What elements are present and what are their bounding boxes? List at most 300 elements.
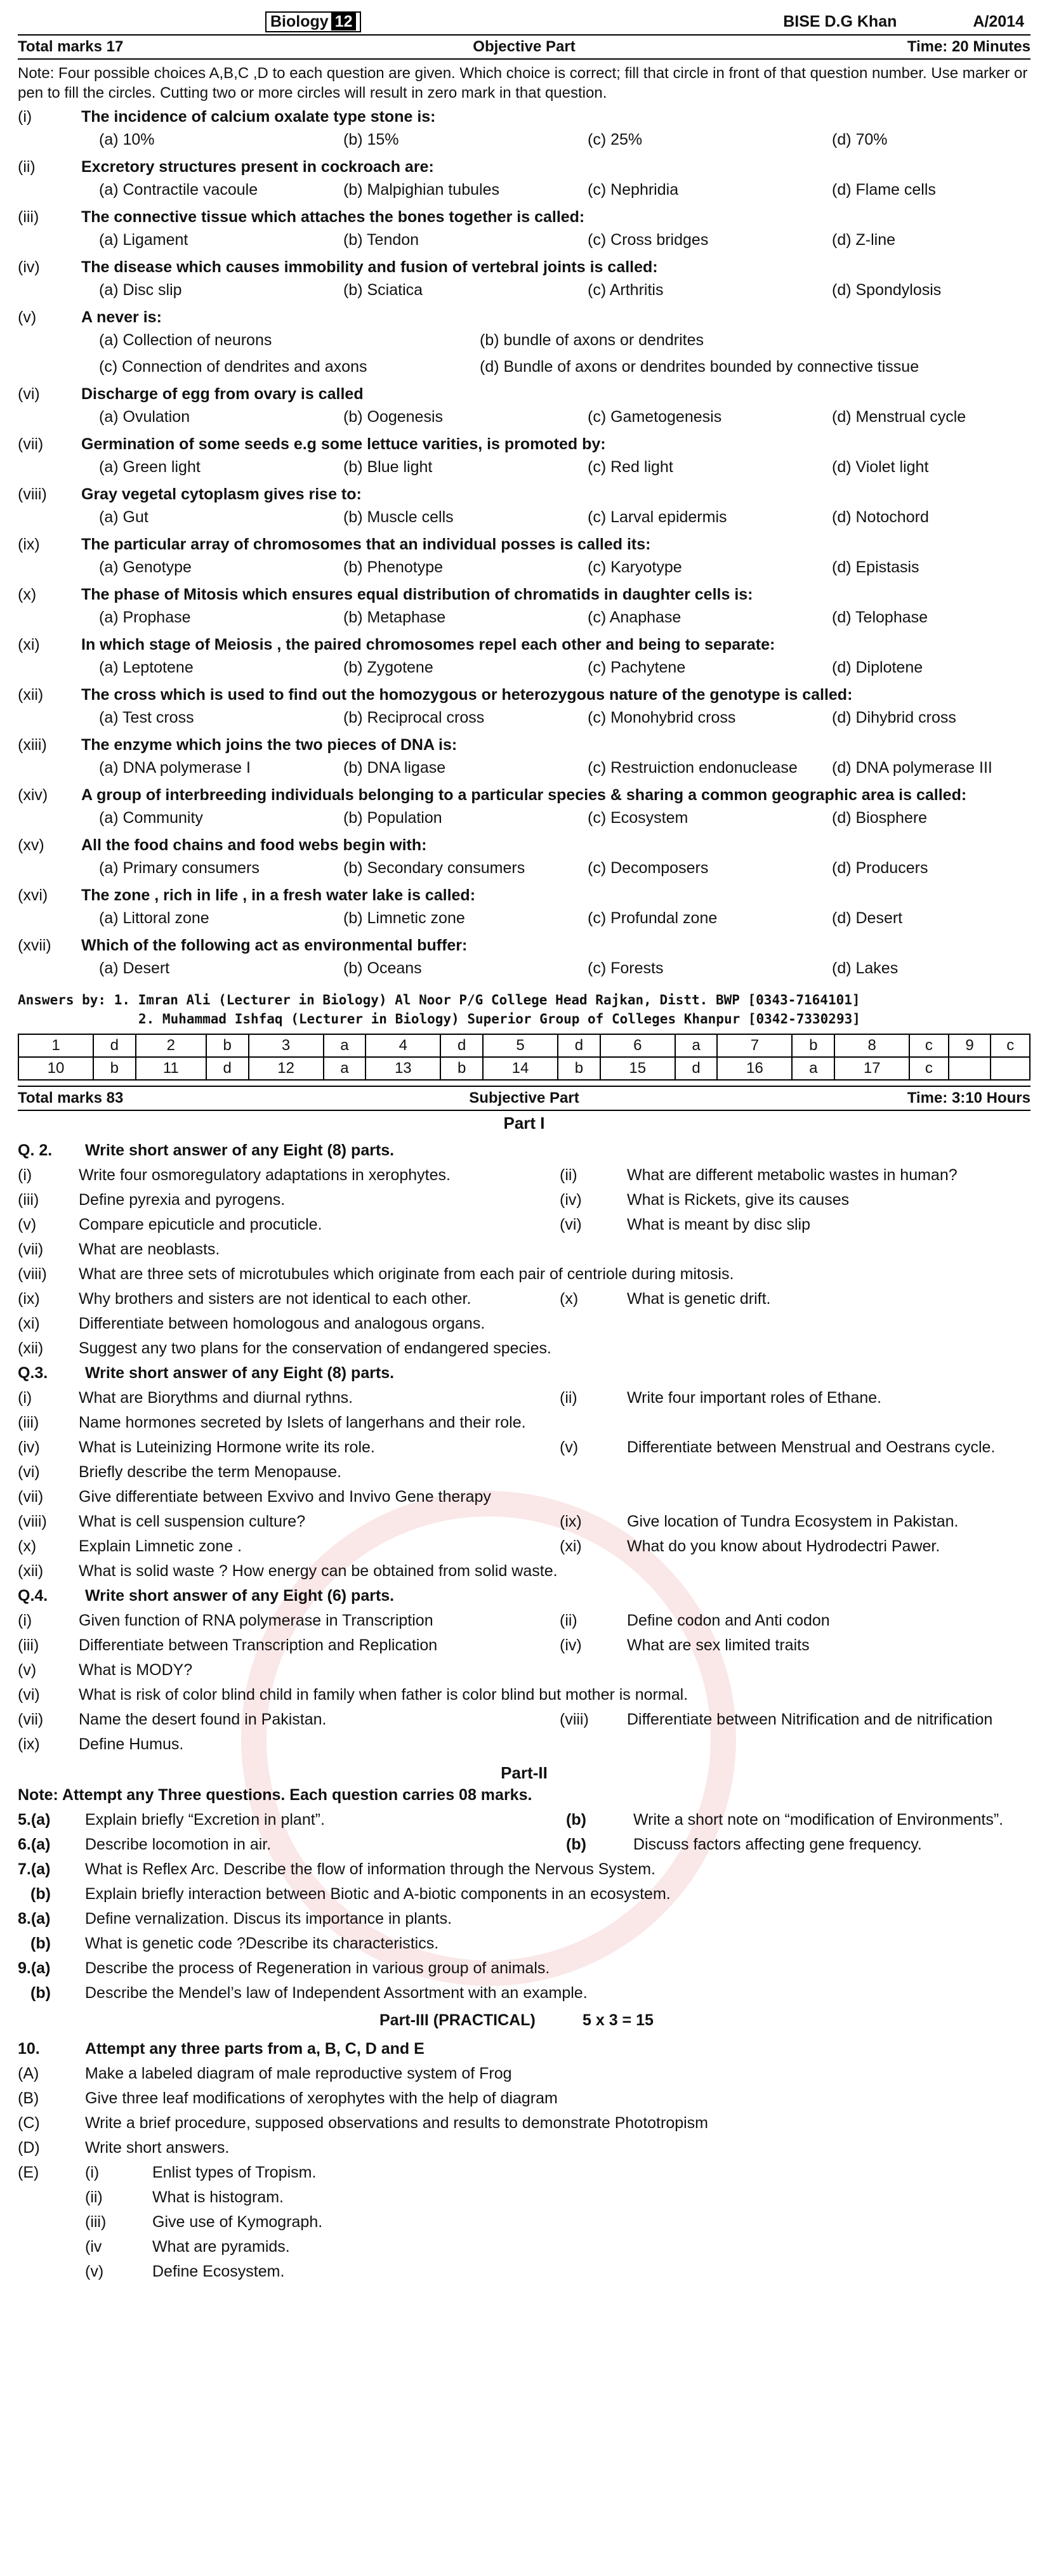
question-text: The connective tissue which attaches the bones together is called:: [81, 208, 585, 226]
part-text: Write short answers.: [85, 2139, 230, 2157]
part-number: (vii): [18, 1488, 44, 1506]
part-text: Describe locomotion in air.: [85, 1836, 272, 1853]
grid-cell: 12: [249, 1057, 324, 1080]
part-row: [18, 1435, 1031, 1460]
grid-cell: [949, 1057, 991, 1080]
part-text: Name hormones secreted by Islets of langerhans and their role.: [79, 1414, 526, 1431]
part-number: (vi): [560, 1216, 582, 1233]
question-text: Gray vegetal cytoplasm gives rise to:: [81, 485, 362, 503]
option: (b) DNA ligase: [343, 758, 446, 777]
part-number: (ix): [18, 1735, 40, 1753]
option: (d) Biosphere: [832, 808, 928, 827]
question-number: (x): [18, 586, 37, 603]
question-number: Q. 2.: [18, 1141, 53, 1159]
mcq-question: [18, 586, 1031, 604]
part-number: (iii): [85, 2213, 107, 2231]
question-text: The phase of Mitosis which ensures equal distribution of chromatids in daughter cells is:: [81, 586, 753, 603]
option: (d) Lakes: [832, 959, 899, 977]
option: (d) Menstrual cycle: [832, 407, 966, 426]
question-heading: [18, 1138, 1031, 1163]
option: (a) Ovulation: [99, 407, 190, 426]
part2-note: [18, 1783, 1031, 1808]
grid-cell: d: [93, 1034, 136, 1057]
part-text: Give use of Kymograph.: [152, 2213, 323, 2231]
part-text: Briefly describe the term Menopause.: [79, 1463, 342, 1481]
grid-cell: d: [558, 1034, 600, 1057]
part-row: [18, 1336, 1031, 1361]
grid-cell: 3: [249, 1034, 324, 1057]
option-row: [99, 604, 1031, 631]
grid-cell: d: [440, 1034, 483, 1057]
part-text: What are different metabolic wastes in human?: [627, 1166, 958, 1184]
part-number: (ii): [85, 2188, 103, 2206]
part3-e-row: [85, 2235, 1031, 2259]
part-text: Differentiate between homologous and analogous organs.: [79, 1315, 485, 1332]
question-title: Write short answer of any Eight (6) parts.: [85, 1587, 395, 1605]
grid-cell: 1: [18, 1034, 93, 1057]
grid-cell: 14: [483, 1057, 558, 1080]
part-letter: (C): [18, 2114, 40, 2132]
part-text: Differentiate between Transcription and Replication: [79, 1636, 438, 1654]
part2-row: [18, 1857, 1031, 1882]
question-number: (viii): [18, 485, 47, 503]
part-text: What is Reflex Arc. Describe the flow of information through the Nervous System.: [85, 1860, 655, 1878]
part-text: Define codon and Anti codon: [627, 1612, 830, 1629]
option-row: [99, 126, 1031, 153]
part-text: Discuss factors affecting gene frequency.: [633, 1836, 922, 1853]
part2-row: [18, 1832, 1031, 1857]
part-row: [18, 1386, 1031, 1410]
grid-row: [18, 1034, 1030, 1057]
part-number: (viii): [18, 1265, 47, 1283]
option: (b) bundle of axons or dendrites: [480, 331, 704, 349]
option: (a) 10%: [99, 130, 155, 148]
option: (c) Red light: [588, 457, 673, 476]
option: (a) Prophase: [99, 608, 191, 626]
grid-cell: 11: [136, 1057, 206, 1080]
part-text: Differentiate between Nitrification and de nitrification: [627, 1711, 993, 1728]
option: (d) Bundle of axons or dendrites bounded by connective tissue: [480, 357, 919, 376]
part-text: Compare epicuticle and procuticle.: [79, 1216, 322, 1233]
mcq-question: [18, 308, 1031, 327]
mcq-question: [18, 736, 1031, 754]
option: (b) Reciprocal cross: [343, 708, 485, 726]
part-text: Write a brief procedure, supposed observations and results to demonstrate Phototropism: [85, 2114, 709, 2132]
part2-row: [18, 1808, 1031, 1832]
grid-cell: c: [909, 1057, 948, 1080]
option-row: [99, 905, 1031, 931]
option: (c) Decomposers: [588, 858, 709, 877]
objective-total-marks: Total marks 17: [18, 38, 124, 55]
grid-row: [18, 1057, 1030, 1080]
mcq-question: [18, 435, 1031, 454]
option: (c) Ecosystem: [588, 808, 688, 827]
part-text: Write four osmoregulatory adaptations in xerophytes.: [79, 1166, 451, 1184]
part-number: (i): [18, 1389, 32, 1407]
question-text: The enzyme which joins the two pieces of DNA is:: [81, 736, 458, 754]
grid-cell: 10: [18, 1057, 93, 1080]
option: (b) Limnetic zone: [343, 909, 465, 927]
part-number: (iv): [560, 1636, 582, 1654]
question-text: The cross which is used to find out the homozygous or heterozygous nature of the genotype is called:: [81, 686, 853, 704]
objective-time: Time: 20 Minutes: [907, 38, 1031, 55]
option: (c) Profundal zone: [588, 909, 718, 927]
grid-cell: a: [324, 1034, 366, 1057]
option: (b) Secondary consumers: [343, 858, 525, 877]
option: (c) Anaphase: [588, 608, 682, 626]
grid-cell: 2: [136, 1034, 206, 1057]
subjective-title: Subjective Part: [469, 1089, 579, 1107]
part-number: (ii): [560, 1166, 577, 1184]
part-text: What is genetic code ?Describe its characteristics.: [85, 1935, 439, 1952]
question-number: (xvii): [18, 936, 51, 954]
part-number: (iii): [18, 1414, 39, 1431]
option: (c) Pachytene: [588, 658, 686, 676]
option: (d) Flame cells: [832, 180, 936, 199]
objective-note: Note: Four possible choices A,B,C ,D to each question are given. Which choice is correct; fill that circle in front of that question number. Use marker or pen to fill the circles. Cutting two or more circles will result in zero mark in that question.: [18, 65, 1028, 102]
part-number: 8.(a): [18, 1910, 51, 1928]
part2-note-text: Note: Attempt any Three questions. Each question carries 08 marks.: [18, 1786, 532, 1804]
part-number: (ix): [18, 1290, 40, 1308]
grid-cell: a: [675, 1034, 718, 1057]
part3-marks: 5 x 3 = 15: [583, 2011, 654, 2029]
part-text: Explain Limnetic zone .: [79, 1537, 242, 1555]
question-title: Write short answer of any Eight (8) parts.: [85, 1141, 395, 1159]
option: (c) 25%: [588, 130, 643, 148]
question-4: [18, 1584, 1031, 1757]
part-text: Write four important roles of Ethane.: [627, 1389, 882, 1407]
part3-e-row: [85, 2160, 1031, 2185]
grid-cell: b: [558, 1057, 600, 1080]
part3-row: [18, 2086, 1031, 2111]
question-number: (xvi): [18, 886, 48, 904]
part-text: What are pyramids.: [152, 2238, 290, 2256]
part-number: (i): [18, 1166, 32, 1184]
option: (d) Z-line: [832, 230, 896, 249]
option-row: [99, 227, 1031, 253]
option: (a) Leptotene: [99, 658, 194, 676]
part-text: What is cell suspension culture?: [79, 1513, 306, 1530]
question-text: A group of interbreeding individuals belonging to a particular species & sharing a common geographic area is called:: [81, 786, 967, 804]
part-text: Write a short note on “modification of Environments”.: [633, 1811, 1004, 1829]
option: (a) Green light: [99, 457, 201, 476]
part3-title: Part-III (PRACTICAL): [379, 2011, 536, 2029]
part-text: Define Humus.: [79, 1735, 184, 1753]
question-text: Excretory structures present in cockroach are:: [81, 158, 434, 176]
part-text: Give three leaf modifications of xerophytes with the help of diagram: [85, 2089, 558, 2107]
option: (d) Notochord: [832, 508, 929, 526]
question-heading: [18, 1584, 1031, 1608]
part-text: What is genetic drift.: [627, 1290, 771, 1308]
question-3: [18, 1361, 1031, 1584]
part-row: [18, 1732, 1031, 1757]
option: (a) Collection of neurons: [99, 331, 272, 349]
part-number: (x): [18, 1537, 37, 1555]
part2-row: [18, 1956, 1031, 1981]
subject-name: Biology: [270, 12, 329, 30]
part-number: (vi): [18, 1463, 40, 1481]
question-text: In which stage of Meiosis , the paired chromosomes repel each other and being to separate:: [81, 636, 775, 654]
part3-row: [18, 2061, 1031, 2086]
part-number: (iii): [18, 1636, 39, 1654]
option: (b) Tendon: [343, 230, 419, 249]
part-number: (iv): [560, 1191, 582, 1209]
part-text: Enlist types of Tropism.: [152, 2164, 317, 2181]
part-text: What is histogram.: [152, 2188, 284, 2206]
option: (b) 15%: [343, 130, 399, 148]
mcq-question: [18, 485, 1031, 504]
option: (c) Monohybrid cross: [588, 708, 736, 726]
part-text: What is meant by disc slip: [627, 1216, 810, 1233]
answers-by-line-2: 2. Muhammad Ishfaq (Lecturer in Biology) Superior Group of Colleges Khanpur [0342-7330293]: [138, 1011, 860, 1027]
part-number: (ix): [560, 1513, 582, 1530]
part-number: (iv: [85, 2238, 102, 2256]
question-text: The zone , rich in life , in a fresh water lake is called:: [81, 886, 476, 904]
grid-cell: 13: [365, 1057, 440, 1080]
mcq-question: [18, 258, 1031, 277]
mcq-question: [18, 686, 1031, 704]
question-text: Attempt any three parts from a, B, C, D and E: [85, 2040, 425, 2058]
part-number: (iii): [18, 1191, 39, 1209]
part-number: (viii): [560, 1711, 589, 1728]
part-row: [18, 1485, 1031, 1509]
grid-cell: 6: [600, 1034, 675, 1057]
option: (a) DNA polymerase I: [99, 758, 251, 777]
option-row: [99, 554, 1031, 581]
option: (d) Telophase: [832, 608, 928, 626]
part-number: (xi): [560, 1537, 582, 1555]
option: (d) Desert: [832, 909, 903, 927]
option: (c) Arthritis: [588, 280, 664, 299]
question-number: (iv): [18, 258, 40, 276]
subjective-time: Time: 3:10 Hours: [907, 1089, 1031, 1107]
part-number: (v): [85, 2263, 104, 2280]
part3-e-list: [18, 2160, 1031, 2284]
option: (d) Producers: [832, 858, 928, 877]
option-row: [99, 454, 1031, 480]
part-number: (vii): [18, 1240, 44, 1258]
part-number: (i): [85, 2164, 100, 2181]
part-row: [18, 1460, 1031, 1485]
part-text: Explain briefly “Excretion in plant”.: [85, 1811, 325, 1829]
part-row: [18, 1707, 1031, 1732]
part3-e-row: [85, 2185, 1031, 2210]
part2-row: [18, 1931, 1031, 1956]
objective-bar: [18, 34, 1031, 60]
question-number: 10.: [18, 2040, 40, 2058]
part-number: (v): [18, 1216, 37, 1233]
grid-cell: 16: [717, 1057, 792, 1080]
grid-cell: 7: [717, 1034, 792, 1057]
grid-cell: a: [792, 1057, 834, 1080]
option: (b) Blue light: [343, 457, 433, 476]
mcq-question: [18, 936, 1031, 955]
part-text: What is risk of color blind child in family when father is color blind but mother is normal.: [79, 1686, 688, 1704]
part-number: (ii): [560, 1612, 577, 1629]
option-row: [99, 353, 1031, 380]
option: (d) Violet light: [832, 457, 929, 476]
option: (c) Forests: [588, 959, 664, 977]
session-label: A/2014: [973, 12, 1024, 30]
part-text: What do you know about Hydrodectri Pawer.: [627, 1537, 940, 1555]
question-number: (iii): [18, 208, 39, 226]
option: (a) Ligament: [99, 230, 188, 249]
question-number: (xiv): [18, 786, 48, 804]
part-text: What is MODY?: [79, 1661, 193, 1679]
question-number: (vii): [18, 435, 44, 453]
question-text: Discharge of egg from ovary is called: [81, 385, 364, 403]
option: (d) 70%: [832, 130, 888, 148]
question-number: (i): [18, 108, 32, 126]
question-number: (xii): [18, 686, 44, 704]
part-text: Given function of RNA polymerase in Transcription: [79, 1612, 433, 1629]
option-row: [99, 504, 1031, 530]
option: (b) Malpighian tubules: [343, 180, 499, 199]
question-number: (vi): [18, 385, 40, 403]
option: (d) Diplotene: [832, 658, 923, 676]
part-row: [18, 1559, 1031, 1584]
part-text: What is solid waste ? How energy can be obtained from solid waste.: [79, 1562, 558, 1580]
mcq-question: [18, 385, 1031, 404]
question-number: (xi): [18, 636, 40, 654]
grid-cell: a: [324, 1057, 366, 1080]
question-number: (xiii): [18, 736, 47, 754]
part2-title: Part-II: [501, 1763, 548, 1782]
grid-cell: c: [991, 1034, 1030, 1057]
part-number: (b): [566, 1836, 586, 1853]
part-row: [18, 1262, 1031, 1287]
part2-row: [18, 1981, 1031, 2006]
question-text: Germination of some seeds e.g some lettuce varities, is promoted by:: [81, 435, 606, 453]
grid-cell: 4: [365, 1034, 440, 1057]
mcq-question: [18, 886, 1031, 905]
option-row: [99, 855, 1031, 881]
objective-title: Objective Part: [473, 38, 576, 55]
option: (a) Littoral zone: [99, 909, 209, 927]
option: (a) Disc slip: [99, 280, 182, 299]
grid-cell: 17: [834, 1057, 909, 1080]
question-10: [18, 2037, 1031, 2061]
part-text: Why brothers and sisters are not identical to each other.: [79, 1290, 471, 1308]
option: (a) Gut: [99, 508, 148, 526]
part-row: [18, 1237, 1031, 1262]
part-number: (b): [30, 1885, 51, 1903]
answers-by: [18, 990, 1031, 1028]
option-row: [99, 754, 1031, 781]
exam-paper: [18, 9, 1031, 2284]
question-heading: [18, 1361, 1031, 1386]
part-row: [18, 1163, 1031, 1188]
part-number: (vi): [18, 1686, 40, 1704]
question-number: (xv): [18, 836, 44, 854]
part-text: What are sex limited traits: [627, 1636, 810, 1654]
part-text: Give location of Tundra Ecosystem in Pakistan.: [627, 1513, 959, 1530]
grid-cell: 9: [949, 1034, 991, 1057]
part-number: (ii): [560, 1389, 577, 1407]
option: (b) Population: [343, 808, 442, 827]
part-text: Differentiate between Menstrual and Oestrans cycle.: [627, 1438, 996, 1456]
part-row: [18, 1410, 1031, 1435]
part-e-label: (E): [18, 2164, 39, 2181]
part-text: Give differentiate between Exvivo and Invivo Gene therapy: [79, 1488, 491, 1506]
mcq-question: [18, 836, 1031, 855]
option-row: [99, 176, 1031, 203]
part-text: What are three sets of microtubules which originate from each pair of centriole during mitosis.: [79, 1265, 734, 1283]
option: (b) Muscle cells: [343, 508, 454, 526]
part-number: (iv): [18, 1438, 40, 1456]
part-number: 7.(a): [18, 1860, 51, 1878]
mcq-list: [18, 108, 1031, 982]
part-row: [18, 1311, 1031, 1336]
part2-questions: [18, 1808, 1031, 2006]
grid-cell: c: [909, 1034, 948, 1057]
option-row: [99, 955, 1031, 982]
option: (b) Phenotype: [343, 558, 444, 576]
part-text: Define pyrexia and pyrogens.: [79, 1191, 286, 1209]
part-letter: (B): [18, 2089, 39, 2107]
grid-cell: d: [675, 1057, 718, 1080]
option: (b) Metaphase: [343, 608, 446, 626]
question-2: [18, 1138, 1031, 1361]
option: (c) Larval epidermis: [588, 508, 727, 526]
option-row: [99, 277, 1031, 303]
part-number: (viii): [18, 1513, 47, 1530]
part-text: Name the desert found in Pakistan.: [79, 1711, 327, 1728]
answer-grid: [18, 1034, 1031, 1081]
mcq-question: [18, 158, 1031, 176]
part-text: Explain briefly interaction between Biotic and A-biotic components in an ecosystem.: [85, 1885, 671, 1903]
part-row: [18, 1212, 1031, 1237]
grid-cell: b: [93, 1057, 136, 1080]
option: (d) Epistasis: [832, 558, 919, 576]
option-row: [99, 704, 1031, 731]
part3-list: [18, 2061, 1031, 2160]
option-row: [99, 654, 1031, 681]
option: (a) Desert: [99, 959, 170, 977]
part-row: [18, 1188, 1031, 1212]
mcq-question: [18, 636, 1031, 654]
grid-cell: b: [792, 1034, 834, 1057]
option-row: [99, 805, 1031, 831]
option-row: [99, 327, 1031, 353]
part-number: (b): [30, 1984, 51, 2002]
option: (d) DNA polymerase III: [832, 758, 992, 777]
part-number: 5.(a): [18, 1811, 51, 1829]
part3-heading: [18, 2008, 1031, 2033]
option: (a) Primary consumers: [99, 858, 260, 877]
part-letter: (A): [18, 2065, 39, 2082]
question-text: All the food chains and food webs begin with:: [81, 836, 427, 854]
option: (d) Dihybrid cross: [832, 708, 956, 726]
part-row: [18, 1509, 1031, 1534]
part-number: (xi): [18, 1315, 40, 1332]
part-number: (v): [560, 1438, 579, 1456]
question-text: Which of the following act as environmental buffer:: [81, 936, 468, 954]
board-name: BISE D.G Khan: [783, 12, 897, 30]
part1-title: Part I: [503, 1114, 545, 1133]
question-text: The particular array of chromosomes that an individual posses is called its:: [81, 536, 651, 553]
question-number: (v): [18, 308, 37, 326]
question-text: The incidence of calcium oxalate type stone is:: [81, 108, 436, 126]
part-text: Describe the Mendel’s law of Independent Assortment with an example.: [85, 1984, 588, 2002]
question-number: (ii): [18, 158, 36, 176]
subject-label: [265, 11, 361, 32]
grid-cell: d: [206, 1057, 249, 1080]
grid-cell: 8: [834, 1034, 909, 1057]
part-number: 6.(a): [18, 1836, 51, 1853]
part-text: Describe the process of Regeneration in various group of animals.: [85, 1959, 550, 1977]
option: (b) Zygotene: [343, 658, 433, 676]
